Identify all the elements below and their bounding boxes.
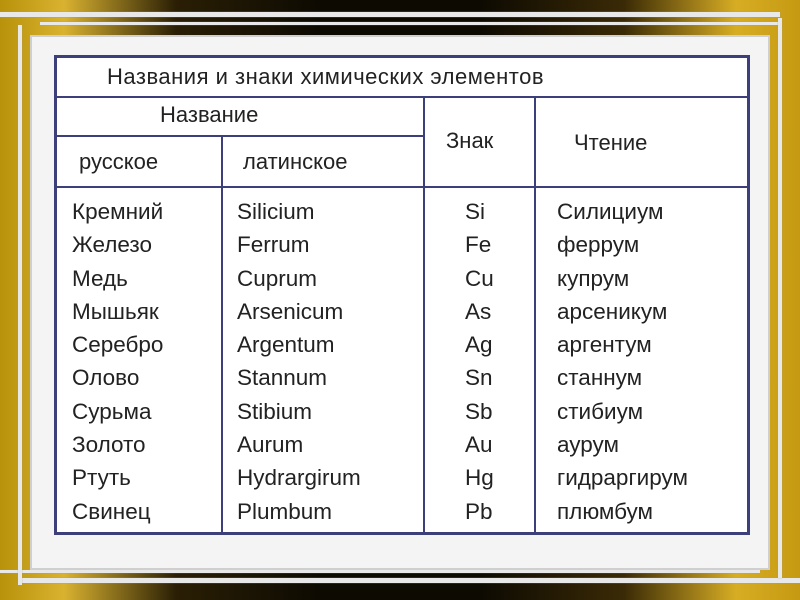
symbol-column xyxy=(465,195,494,528)
cell-latin: Argentum xyxy=(237,332,335,358)
cell-reading: аурум xyxy=(557,432,619,458)
reading-column xyxy=(557,195,688,528)
col-divider-latin-symbol xyxy=(423,96,425,532)
cell-symbol: Ag xyxy=(465,332,493,358)
left-stripe xyxy=(18,25,22,585)
header-latin: латинское xyxy=(243,149,348,174)
cell-latin: Ferrum xyxy=(237,232,310,258)
cell-symbol: Sb xyxy=(465,398,493,424)
cell-reading: станнум xyxy=(557,365,643,391)
cell-symbol: Au xyxy=(465,432,493,458)
cell-latin: Arsenicum xyxy=(237,298,344,324)
cell-reading: плюмбум xyxy=(557,498,654,524)
header-symbol: Знак xyxy=(446,128,494,153)
cell-latin: Plumbum xyxy=(237,498,333,524)
name-subheader-divider xyxy=(57,135,423,137)
cell-russian: Сурьма xyxy=(72,398,152,424)
cell-latin: Stibium xyxy=(237,398,313,424)
cell-symbol: Si xyxy=(465,199,486,224)
cell-reading: феррум xyxy=(557,232,640,258)
bottom-stripe-2 xyxy=(0,570,760,573)
cell-symbol: Sn xyxy=(465,365,493,391)
cell-russian: Медь xyxy=(72,265,128,291)
header-name-group: Название xyxy=(160,102,259,127)
cell-symbol: As xyxy=(465,298,492,324)
cell-symbol: Pb xyxy=(465,498,493,524)
title-divider xyxy=(57,96,747,98)
cell-reading: гидраргирум xyxy=(557,465,688,491)
cell-latin: Cuprum xyxy=(237,265,318,291)
bottom-stripe xyxy=(20,578,800,583)
cell-russian: Ртуть xyxy=(72,465,131,491)
elements-table xyxy=(54,55,750,535)
top-stripe-2 xyxy=(40,22,780,25)
latin-column xyxy=(237,195,361,528)
russian-column xyxy=(72,195,163,528)
cell-russian: Золото xyxy=(72,432,146,458)
cell-latin: Aurum xyxy=(237,432,304,458)
cell-russian: Кремний xyxy=(72,199,164,224)
top-stripe xyxy=(0,12,780,17)
table-title: Названия и знаки химических элементов xyxy=(107,64,545,89)
cell-russian: Серебро xyxy=(72,332,164,358)
cell-reading: стибиум xyxy=(557,398,644,424)
cell-latin: Silicium xyxy=(237,199,315,224)
header-divider xyxy=(57,186,747,188)
right-stripe xyxy=(778,18,782,578)
cell-russian: Мышьяк xyxy=(72,298,159,324)
cell-russian: Олово xyxy=(72,365,140,391)
cell-symbol: Hg xyxy=(465,465,494,491)
col-divider-symbol-reading xyxy=(534,96,536,532)
slide-card xyxy=(30,35,770,570)
header-russian: русское xyxy=(79,149,159,174)
cell-symbol: Fe xyxy=(465,232,492,258)
cell-reading: Силициум xyxy=(557,199,664,224)
cell-reading: аргентум xyxy=(557,332,652,358)
cell-latin: Stannum xyxy=(237,365,328,391)
cell-reading: купрум xyxy=(557,265,630,291)
cell-russian: Железо xyxy=(72,232,152,258)
cell-symbol: Cu xyxy=(465,265,494,291)
cell-reading: арсеникум xyxy=(557,298,668,324)
col-divider-russian-latin xyxy=(221,136,223,532)
cell-russian: Свинец xyxy=(72,498,151,524)
header-reading: Чтение xyxy=(574,130,648,155)
cell-latin: Hydrargirum xyxy=(237,465,361,491)
